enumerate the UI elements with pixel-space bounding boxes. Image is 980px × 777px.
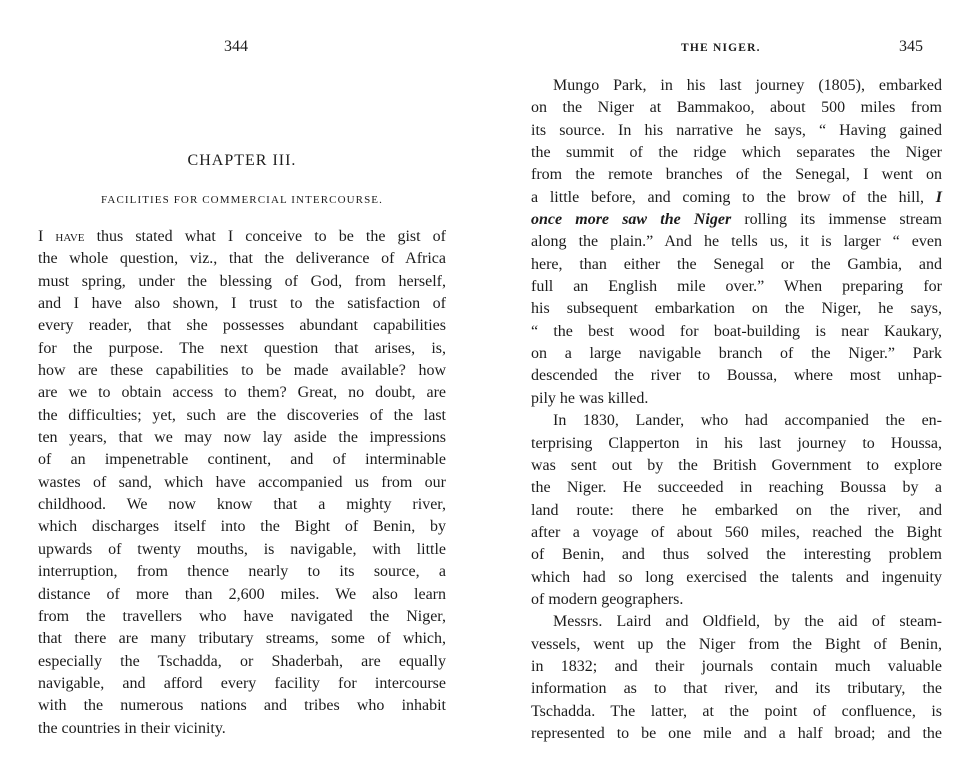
- text-line: wastes of sand, which have accompanied us from our: [38, 473, 446, 491]
- text-line: navigable, and afford every facility for intercourse: [38, 674, 446, 692]
- text-line: [531, 187, 942, 209]
- text-line: after a voyage of about 560 miles, reached the Bight: [531, 523, 942, 541]
- text-line: must spring, under the blessing of God, from herself,: [38, 272, 446, 290]
- text-line: full an English mile over.” When preparing for: [531, 278, 942, 296]
- text-line: that there are many tributary streams, some of which,: [38, 630, 446, 648]
- text-line: [531, 209, 942, 231]
- text-line: interruption, from thence nearly to its source, a: [38, 563, 446, 581]
- text-line: how are these capabilities to be made available? how: [38, 362, 446, 380]
- text-line: from the travellers who have navigated the Niger,: [38, 607, 446, 625]
- running-head: THE NIGER.: [681, 42, 761, 54]
- text-line: pily he was killed.: [531, 389, 649, 407]
- text-line: the summit of the ridge which separates the Niger: [531, 144, 942, 162]
- text-line: upwards of twenty mouths, is navigable, with little: [38, 540, 446, 558]
- chapter-title: CHAPTER III.: [187, 152, 297, 169]
- text-line: the Niger. He succeeded in reaching Boussa by a: [531, 479, 942, 497]
- text-line: childhood. We now know that a mighty river,: [38, 496, 446, 514]
- italic-text: I: [935, 188, 943, 206]
- text-line: [38, 226, 446, 248]
- text-line: are we to obtain access to them? Great, no doubt, are: [38, 384, 446, 402]
- text-line: descended the river to Boussa, where most unhap-: [531, 367, 942, 385]
- text-line: for the purpose. The next question that arises, is,: [38, 339, 446, 357]
- right-page-text: [531, 75, 942, 745]
- text-line: of an impenetrable continent, and of interminable: [38, 451, 446, 469]
- text-line: here, than either the Senegal or the Gambia, and: [531, 255, 942, 273]
- text-line: with the numerous nations and tribes who inhabit: [38, 697, 446, 715]
- text-line: on a large navigable branch of the Niger.” Park: [531, 345, 942, 363]
- text-line: on the Niger at Bammakoo, about 500 miles from: [531, 99, 942, 117]
- text-line: its source. In his narrative he says, “ Having gained: [531, 121, 942, 139]
- text-line: every reader, that she possesses abundant capabilities: [38, 317, 446, 335]
- text-line: Tschadda. The latter, at the point of confluence, is: [531, 702, 942, 720]
- text-line: information as to that river, and its tributary, the: [531, 680, 942, 698]
- text-line: of modern geographers.: [531, 590, 684, 608]
- text-line: the whole question, viz., that the deliverance of Africa: [38, 250, 446, 268]
- text-line: his subsequent embarkation on the Niger, he says,: [531, 300, 942, 318]
- text-line-content: a little before, and coming to the brow of the hill,: [531, 188, 925, 206]
- text-line: ten years, that we may now lay aside the impressions: [38, 429, 446, 447]
- text-line: vessels, went up the Niger from the Bight of Benin,: [531, 635, 942, 653]
- italic-text: once more saw the Niger: [531, 211, 732, 229]
- text-line: Mungo Park, in his last journey (1805), embarked: [553, 77, 942, 94]
- text-line: in 1832; and their journals contain much valuable: [531, 657, 942, 675]
- text-line: terprising Clapperton in his last journey to Houssa,: [531, 434, 942, 452]
- section-title: FACILITIES FOR COMMERCIAL INTERCOURSE.: [101, 194, 383, 206]
- text-line: which discharges itself into the Bight of Benin, by: [38, 518, 446, 536]
- text-line-content: rolling its immense stream: [731, 211, 942, 229]
- text-line: the countries in their vicinity.: [38, 719, 226, 737]
- text-line: of Benin, and thus solved the interesting problem: [531, 546, 942, 564]
- text-line: and I have also shown, I trust to the satisfaction of: [38, 295, 446, 313]
- text-line: which had so long exercised the talents and ingenuity: [531, 568, 942, 586]
- left-page-number: 344: [224, 38, 248, 55]
- text-line: Messrs. Laird and Oldfield, by the aid of steam-: [553, 613, 942, 631]
- opening-word: I have: [38, 228, 85, 245]
- text-line: was sent out by the British Government to explore: [531, 456, 942, 474]
- text-line-content: thus stated what I conceive to be the gist of: [84, 228, 446, 245]
- text-line: “ the best wood for boat-building is near Kaukary,: [531, 322, 942, 340]
- text-line: from the remote branches of the Senegal, I went on: [531, 166, 942, 184]
- left-page-text: [38, 226, 446, 740]
- text-line: represented to be one mile and a half broad; and the: [531, 724, 942, 742]
- text-line: land route: there he embarked on the river, and: [531, 501, 942, 519]
- text-line: especially the Tschadda, or Shaderbah, are equally: [38, 652, 446, 670]
- text-line: distance of more than 2,600 miles. We also learn: [38, 585, 446, 603]
- text-line: In 1830, Lander, who had accompanied the en-: [553, 412, 942, 430]
- text-line: the difficulties; yet, such are the discoveries of the last: [38, 406, 446, 424]
- right-page-number: 345: [899, 38, 923, 55]
- text-line: along the plain.” And he tells us, it is larger “ even: [531, 233, 942, 251]
